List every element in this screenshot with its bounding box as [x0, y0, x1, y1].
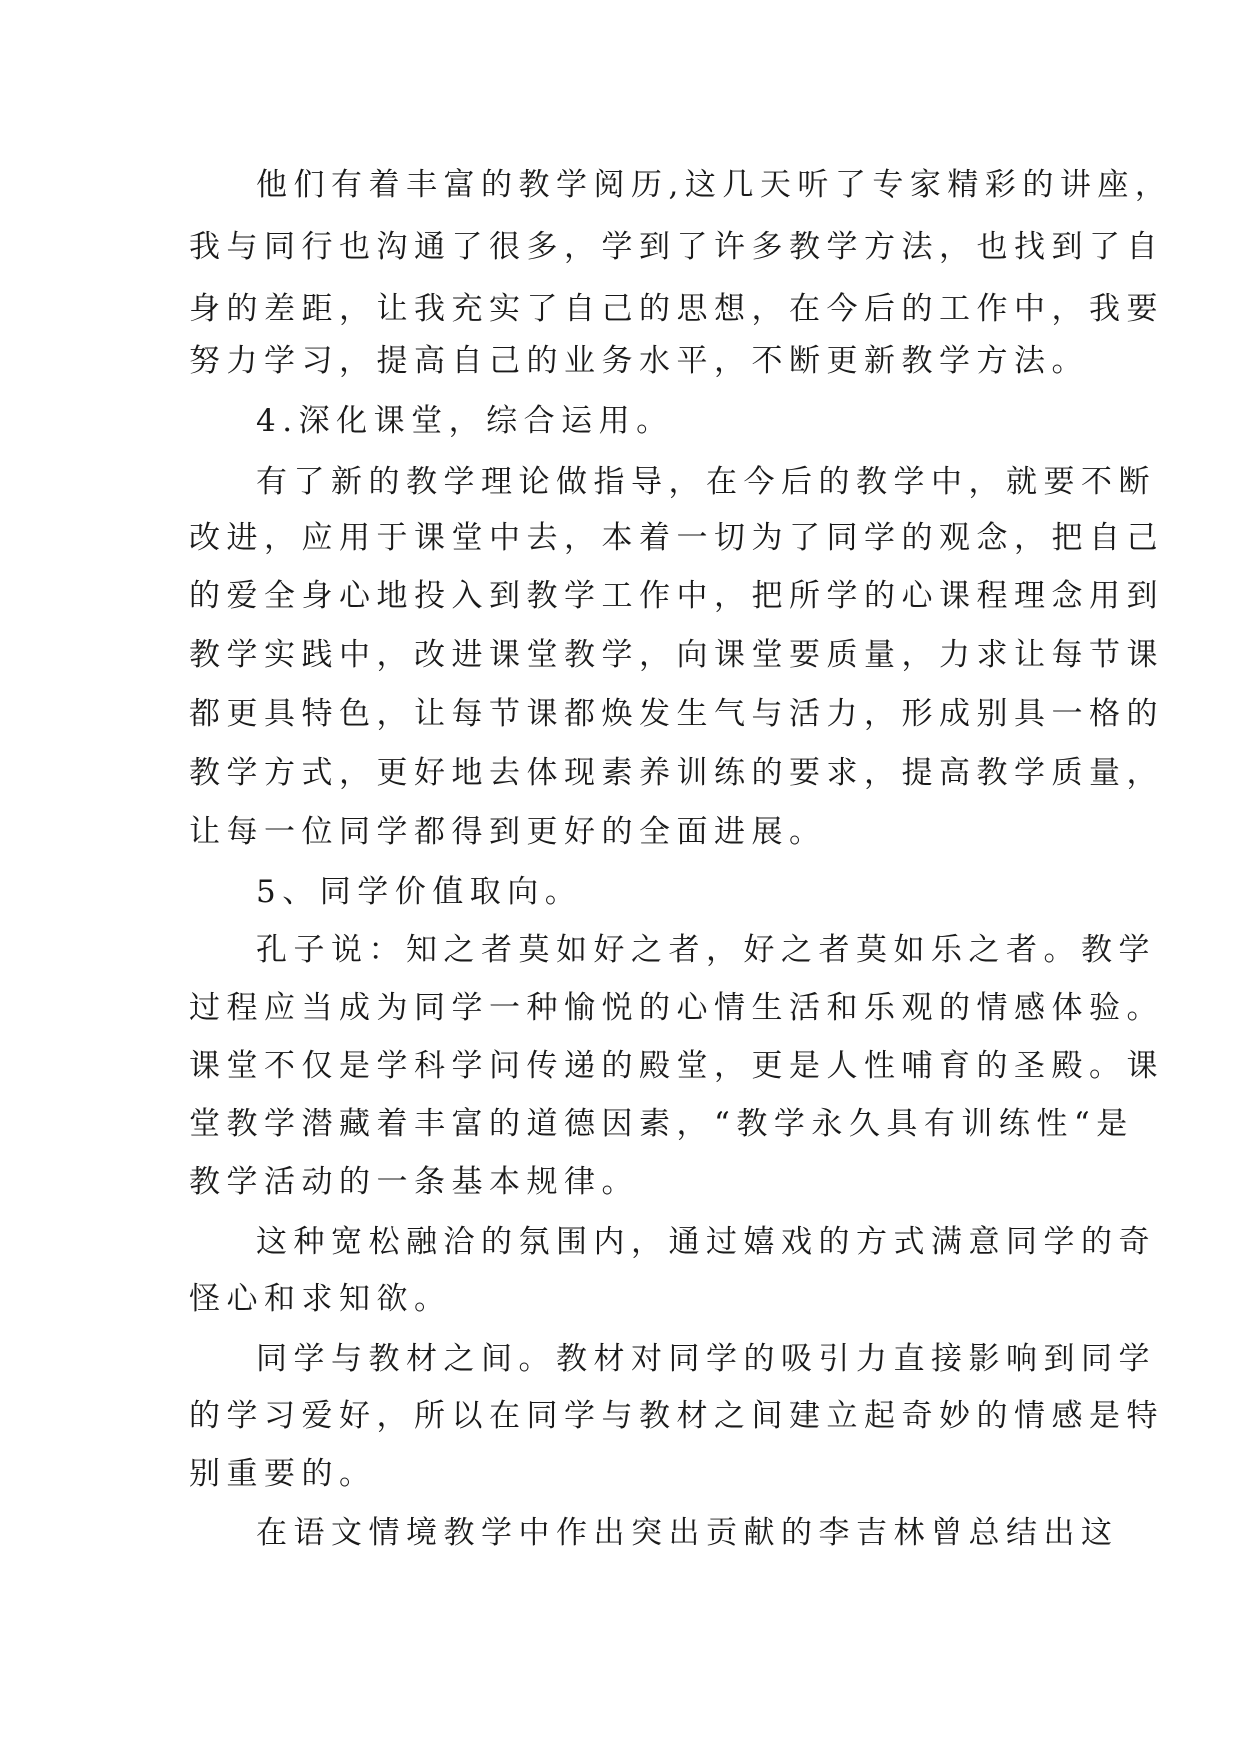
text-line: 有了新的教学理论做指导，在今后的教学中，就要不断	[256, 464, 1156, 500]
text-line: 教学方式，更好地去体现素养训练的要求，提高教学质量，	[189, 755, 1164, 791]
text-line: 努力学习，提高自己的业务水平，不断更新教学方法。	[189, 343, 1089, 379]
text-line: 我与同行也沟通了很多，学到了许多教学方法，也找到了自	[189, 229, 1164, 265]
text-line: 同学与教材之间。教材对同学的吸引力直接影响到同学	[256, 1341, 1156, 1377]
text-line: 他们有着丰富的教学阅历,这几天听了专家精彩的讲座，	[256, 167, 1173, 203]
text-line: 过程应当成为同学一种愉悦的心情生活和乐观的情感体验。	[189, 990, 1164, 1026]
text-line: 让每一位同学都得到更好的全面进展。	[189, 814, 827, 850]
text-line: 这种宽松融洽的氛围内，通过嬉戏的方式满意同学的奇	[256, 1224, 1156, 1260]
text-line: 在语文情境教学中作出突出贡献的李吉林曾总结出这	[256, 1515, 1119, 1551]
text-line: 身的差距，让我充实了自己的思想，在今后的工作中，我要	[189, 291, 1164, 327]
text-line: 怪心和求知欲。	[189, 1281, 452, 1317]
text-line: 堂教学潜藏着丰富的道德因素，“教学永久具有训练性“是	[189, 1106, 1134, 1142]
text-line: 课堂不仅是学科学问传递的殿堂，更是人性哺育的圣殿。课	[189, 1048, 1164, 1084]
text-line: 别重要的。	[189, 1456, 377, 1492]
text-line: 改进，应用于课堂中去，本着一切为了同学的观念，把自己	[189, 520, 1164, 556]
text-line: 教学实践中，改进课堂教学，向课堂要质量，力求让每节课	[189, 637, 1164, 673]
section-heading: 5、同学价值取向。	[256, 874, 583, 910]
text-line: 都更具特色，让每节课都焕发生气与活力，形成别具一格的	[189, 696, 1164, 732]
text-line: 的爱全身心地投入到教学工作中，把所学的心课程理念用到	[189, 578, 1164, 614]
text-line: 孔子说：知之者莫如好之者，好之者莫如乐之者。教学	[256, 932, 1156, 968]
text-line: 教学活动的一条基本规律。	[189, 1164, 639, 1200]
text-line: 的学习爱好，所以在同学与教材之间建立起奇妙的情感是特	[189, 1398, 1164, 1434]
section-heading: 4.深化课堂，综合运用。	[256, 403, 674, 439]
